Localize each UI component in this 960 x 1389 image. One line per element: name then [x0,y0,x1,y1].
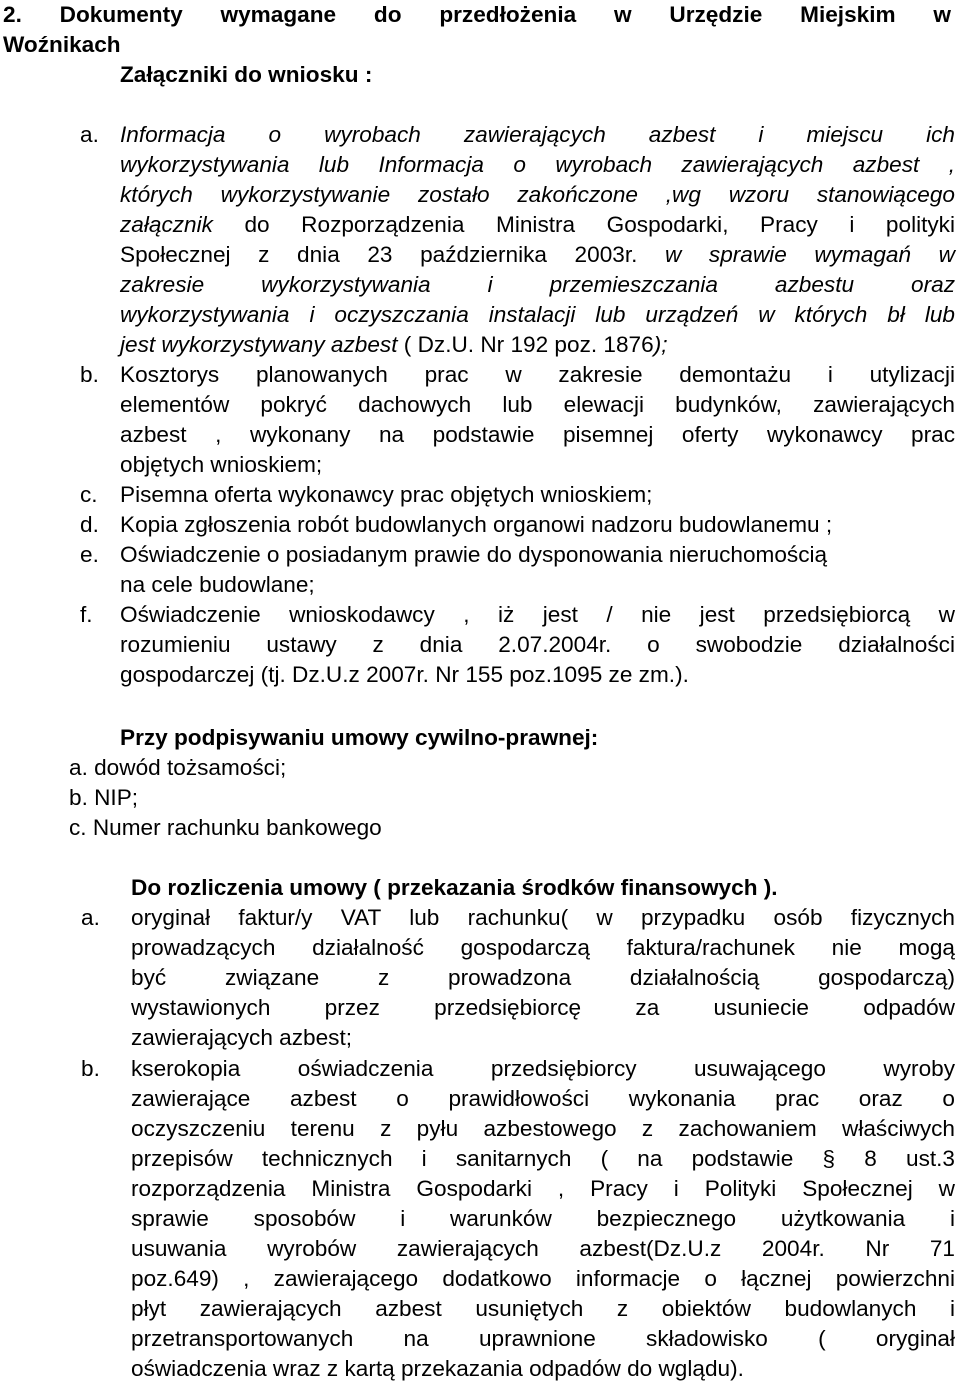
item-text-fragment: jest wykorzystywany azbest [120,332,398,357]
list-marker: e. [80,542,99,567]
section-heading: 2. Dokumenty wymagane do przedłożenia w Urzędzie Miejskim w [3,2,951,27]
item-text-line: przepisów technicznych i sanitarnych ( na podstawie § 8 ust.3 [131,1146,955,1171]
item-text-line: rozporządzenia Ministra Gospodarki , Pracy i Polityki Społecznej w [131,1176,955,1201]
attachment-item-e [80,540,955,600]
item-text-line: Kosztorys planowanych prac w zakresie demontażu i utylizacji [120,362,955,387]
item-text-line: na cele budowlane; [120,572,315,597]
attachment-item-a [80,120,955,360]
item-text-line [120,210,955,240]
attachment-item-b [80,360,955,480]
item-text-line: azbest , wykonany na podstawie pisemnej oferty wykonawcy prac [120,422,955,447]
item-text-line: Kopia zgłoszenia robót budowlanych organowi nadzoru budowlanemu ; [120,512,833,537]
attachment-item-f [80,600,955,690]
item-text-line: zawierające azbest o prawidłowości wykonania prac oraz o [131,1086,955,1111]
item-text-line [120,240,955,270]
item-text-line: kserokopia oświadczenia przedsiębiorcy usuwającego wyroby [131,1056,955,1081]
section-heading-continuation: Woźnikach [3,32,121,57]
attachments-subheading: Załączniki do wniosku : [120,62,373,87]
item-text-fragment: załącznik [120,212,213,237]
item-text-fragment: w sprawie wymagań w [664,242,955,267]
attachment-item-c [80,480,955,510]
item-text-line: rozumieniu ustawy z dnia 2.07.2004r. o swobodzie działalności [120,632,955,657]
item-text-line: gospodarczej (tj. Dz.U.z 2007r. Nr 155 poz.1095 ze zm.). [120,662,689,687]
list-marker: d. [80,512,99,537]
attachment-item-d [80,510,955,540]
item-text-line [120,330,955,360]
list-marker: a. [80,122,99,147]
item-text-line: sprawie sposobów i warunków bezpiecznego użytkowania i [131,1206,955,1231]
item-text-line: Oświadczenie o posiadanym prawie do dysponowania nieruchomością [120,542,828,567]
item-text-fragment: ( Dz.U. Nr 192 poz. 1876 [397,332,654,357]
item-text-line: być związane z prowadzona działalnością gospodarczą) [131,965,955,990]
item-text-line: Informacja o wyrobach zawierających azbest i miejscu ich [120,122,955,147]
item-text-line: oryginał faktur/y VAT lub rachunku( w przypadku osób fizycznych [131,905,955,930]
signing-item: a. dowód tożsamości; [69,755,287,780]
item-text-fragment: do Rozporządzenia Ministra Gospodarki, Pracy i polityki [212,212,955,237]
list-marker: a. [81,905,100,930]
list-marker: f. [80,602,93,627]
item-text-line: usuwania wyrobów zawierających azbest(Dz.U.z 2004r. Nr 71 [131,1236,955,1261]
settlement-item-a [81,903,955,1053]
item-text-line: zawierających azbest; [131,1025,353,1050]
list-marker: c. [80,482,98,507]
item-text-line: poz.649) , zawierającego dodatkowo informacje o łącznej powierzchni [131,1266,955,1291]
settlement-section-title: Do rozliczenia umowy ( przekazania środków finansowych ). [131,875,778,900]
item-text-line: elementów pokryć dachowych lub elewacji budynków, zawierających [120,392,955,417]
item-text-line: Oświadczenie wnioskodawcy , iż jest / nie jest przedsiębiorcą w [120,602,955,627]
item-text-fragment: Społecznej z dnia 23 października 2003r. [120,242,665,267]
signing-item: b. NIP; [69,785,139,810]
item-text-line: płyt zawierających azbest usuniętych z obiektów budowlanych i [131,1296,955,1321]
item-text-line: wykorzystywania lub Informacja o wyrobach zawierających azbest , [120,152,955,177]
item-text-line: oświadczenia wraz z kartą przekazania odpadów do wglądu). [131,1356,744,1381]
item-text-fragment: ); [653,332,668,357]
signing-item: c. Numer rachunku bankowego [69,815,382,840]
item-text-line: wykorzystywania i oczyszczania instalacji lub urządzeń w których bł lub [120,302,955,327]
item-text-line: Pisemna oferta wykonawcy prac objętych wnioskiem; [120,482,653,507]
signing-section-title: Przy podpisywaniu umowy cywilno-prawnej: [120,725,599,750]
item-text-line: których wykorzystywanie zostało zakończone ,wg wzoru stanowiącego [120,182,955,207]
item-text-line: wystawionych przez przedsiębiorcę za usuniecie odpadów [131,995,955,1020]
list-marker: b. [80,362,99,387]
item-text-line: objętych wnioskiem; [120,452,323,477]
settlement-item-b [81,1054,955,1384]
item-text-line: zakresie wykorzystywania i przemieszczania azbestu oraz [120,272,955,297]
list-marker: b. [81,1056,100,1081]
item-text-line: prowadzących działalność gospodarczą faktura/rachunek nie mogą [131,935,955,960]
item-text-line: oczyszczeniu terenu z pyłu azbestowego z zachowaniem właściwych [131,1116,955,1141]
item-text-line: przetransportowanych na uprawnione składowisko ( oryginał [131,1326,955,1351]
